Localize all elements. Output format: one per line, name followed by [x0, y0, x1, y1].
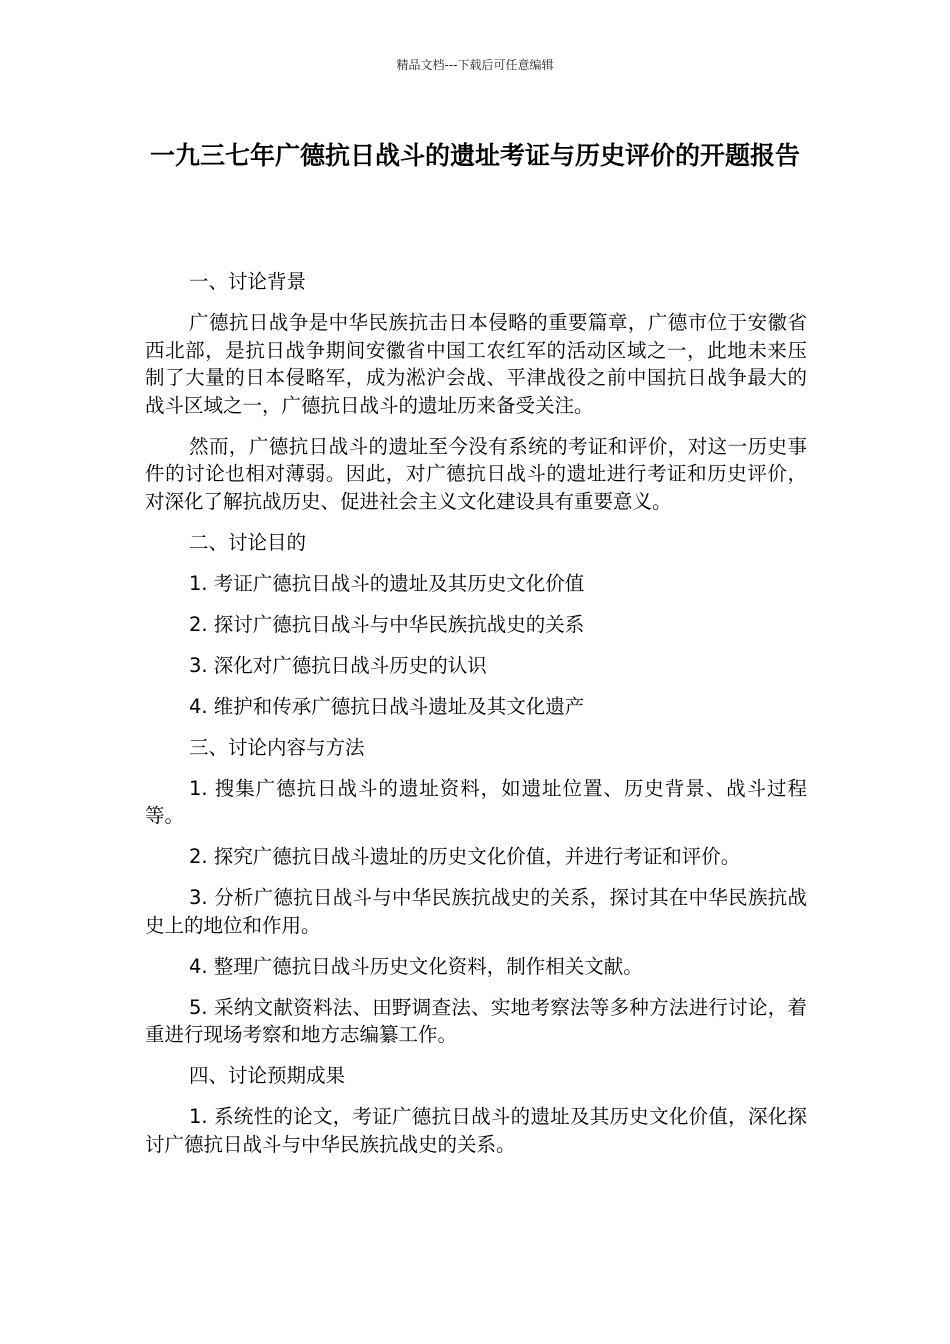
paragraph: 然而，广德抗日战斗的遗址至今没有系统的考证和评价，对这一历史事件的讨论也相对薄弱。因此，对广德抗日战斗的遗址进行考证和历史评价，对深化了解抗战历史、促进社会主义文化建设具有重要意义。: [145, 434, 807, 513]
header-note: 精品文档---下载后可任意编辑: [396, 58, 554, 72]
section-heading-purpose: 二、讨论目的: [189, 530, 307, 554]
list-item: 4. 整理广德抗日战斗历史文化资料，制作相关文献。: [189, 954, 643, 978]
paragraph: 广德抗日战争是中华民族抗击日本侵略的重要篇章，广德市位于安徽省西北部，是抗日战争期间安徽省中国工农红军的活动区域之一，此地未来压制了大量的日本侵略军，成为淞沪会战、平津战役之前中国抗日战争最大的战斗区域之一，广德抗日战斗的遗址历来备受关注。: [145, 311, 807, 417]
document-title: 一九三七年广德抗日战斗的遗址考证与历史评价的开题报告: [149, 141, 800, 170]
list-item: 5. 采纳文献资料法、田野调查法、实地考察法等多种方法进行讨论，着重进行现场考察和地方志编纂工作。: [145, 995, 807, 1046]
document-body: [145, 268, 807, 1172]
section-heading-methods: 三、讨论内容与方法: [189, 735, 365, 759]
section-heading-outcomes: 四、讨论预期成果: [189, 1064, 346, 1087]
list-item: 3. 分析广德抗日战斗与中华民族抗战史的关系，探讨其在中华民族抗战史上的地位和作用。: [145, 886, 807, 937]
section-heading-background: 一、讨论背景: [189, 270, 307, 293]
list-item: 1. 搜集广德抗日战斗的遗址资料，如遗址位置、历史背景、战斗过程等。: [145, 776, 807, 827]
list-item: 4. 维护和传承广德抗日战斗遗址及其文化遗产: [189, 694, 585, 718]
list-item: 1. 考证广德抗日战斗的遗址及其历史文化价值: [189, 571, 585, 595]
list-item: 2. 探究广德抗日战斗遗址的历史文化价值，并进行考证和评价。: [189, 845, 741, 868]
list-item: 2. 探讨广德抗日战斗与中华民族抗战史的关系: [189, 612, 585, 636]
list-item: 1. 系统性的论文，考证广德抗日战斗的遗址及其历史文化价值，深化探讨广德抗日战斗与中华民族抗战史的关系。: [145, 1105, 807, 1156]
list-item: 3. 深化对广德抗日战斗历史的认识: [189, 653, 487, 677]
